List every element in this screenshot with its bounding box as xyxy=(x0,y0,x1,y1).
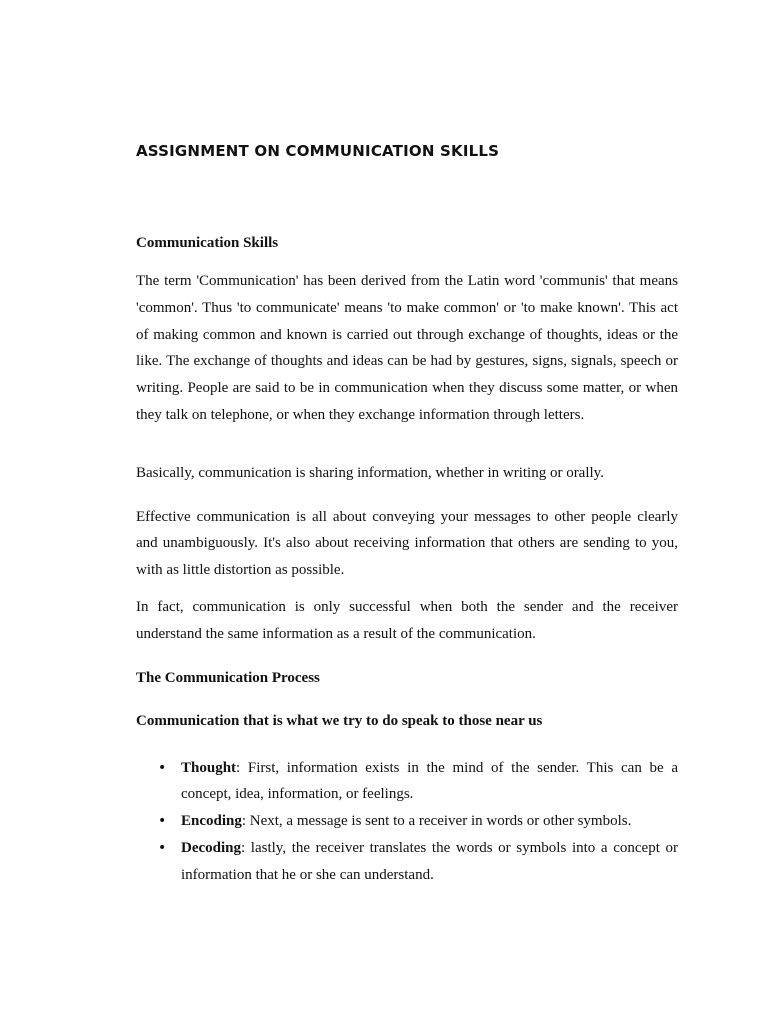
paragraph-effective-communication: Effective communication is all about conveying your messages to other people clearly and unambiguously. It's also about receiving information that others are sending to you, with as little distortion as possible. xyxy=(136,508,678,579)
bullet-icon: • xyxy=(158,839,167,856)
bullet-icon: • xyxy=(158,759,167,776)
bullet-icon: • xyxy=(158,813,167,830)
heading-communication-skills: Communication Skills xyxy=(136,235,279,251)
document-title: ASSIGNMENT ON COMMUNICATION SKILLS xyxy=(136,142,500,160)
term-decoding: Decoding xyxy=(181,839,241,856)
description-thought: : First, information exists in the mind of the sender. This can be a concept, idea, information, or feelings. xyxy=(181,759,678,803)
description-decoding: : lastly, the receiver translates the words or symbols into a concept or information that he or she can understand. xyxy=(181,839,678,883)
document-body xyxy=(136,233,678,889)
paragraph-definition: The term 'Communication' has been derived from the Latin word 'communis' that means 'common'. Thus 'to communicate' means 'to make common' or 'to make known'. This act of making common and known is carried out through exchange of thoughts, ideas or the like. The exchange of thoughts and ideas can be had by gestures, signs, signals, speech or writing. People are said to be in communication when they discuss some matter, or when they talk on telephone, or when they exchange information through letters. xyxy=(136,273,678,423)
list-item-encoding xyxy=(136,808,678,835)
list-item-thought xyxy=(136,755,678,809)
paragraph-basically: Basically, communication is sharing information, whether in writing or orally. xyxy=(136,464,604,481)
list-item-decoding xyxy=(136,835,678,889)
description-encoding: : Next, a message is sent to a receiver in words or other symbols. xyxy=(241,813,632,830)
process-steps-list xyxy=(136,755,678,889)
heading-communication-near-us: Communication that is what we try to do speak to those near us xyxy=(136,712,543,729)
heading-communication-process: The Communication Process xyxy=(136,669,320,686)
paragraph-successful-communication: In fact, communication is only successful when both the sender and the receiver understand the same information as a result of the communication. xyxy=(136,598,678,642)
term-encoding: Encoding xyxy=(181,813,242,830)
term-thought: Thought xyxy=(181,759,237,776)
